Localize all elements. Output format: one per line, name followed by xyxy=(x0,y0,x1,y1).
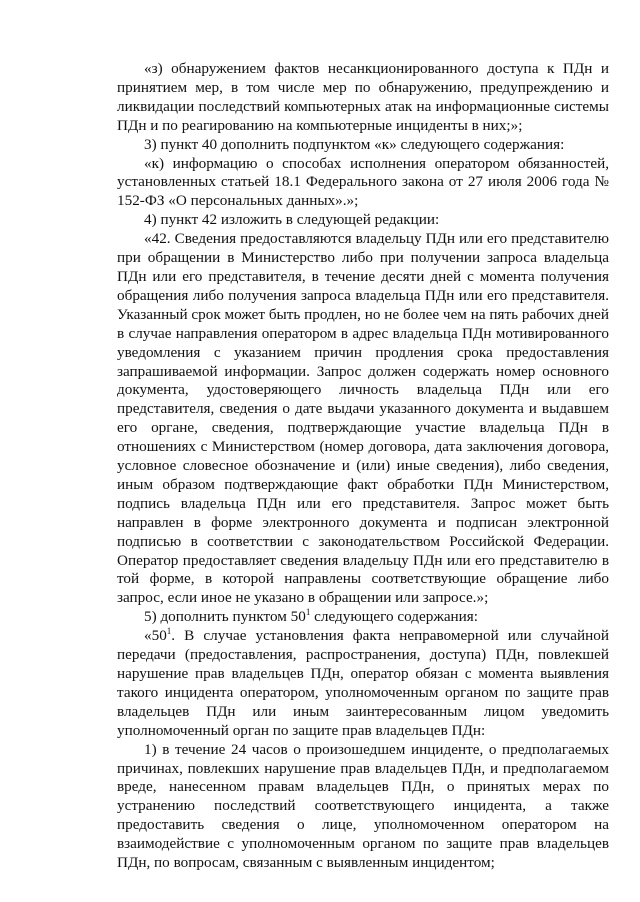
paragraph-50-1-text: . В случае установления факта неправомерной или случайной передачи (предоставления, распространения, доступа) ПДн, повлекшей нарушение прав владельцев ПДн, оператор обязан с момента выявления такого инцидента оператором, уполномоченным органом по защите прав владельцев ПДн или иным заинтересованным лицом уведомить уполномоченный орган по защите прав владельцев ПДн: xyxy=(117,627,609,739)
paragraph-item-50-1 xyxy=(117,627,609,740)
paragraph-5-tail: следующего содержания: xyxy=(310,608,479,626)
paragraph-item-42: «42. Сведения предоставляются владельцу ПДн или его представителю при обращении в Министерство либо при получении запроса владельца ПДн или его представителя, в течение десяти дней с момента получения обращения либо получения запроса владельца ПДн или его представителя. Указанный срок может быть продлен, но не более чем на пять рабочих дней в случае направления оператором в адрес владельца ПДн мотивированного уведомления с указанием причин продления срока предоставления запрашиваемой информации. Запрос должен содержать номер основного документа, удостоверяющего личность владельца ПДн или его представителя, сведения о дате выдачи указанного документа и выдавшем его органе, сведения, подтверждающие участие владельца ПДн в отношениях с Министерством (номер договора, дата заключения договора, условное словесное обозначение и (или) иные сведения), либо сведения, иным образом подтверждающие факт обработки ПДн Министерством, подпись владельца ПДн или его представителя. Запрос может быть направлен в форме электронного документа и подписан электронной подписью в соответствии с законодательством Российской Федерации. Оператор предоставляет сведения владельцу ПДн или его представителю в той форме, в которой направлены соответствующие обращение либо запрос, если иное не указано в обращении или запросе.»; xyxy=(117,230,609,607)
paragraph-item-z: «з) обнаружением фактов несанкционированного доступа к ПДн и принятием мер, в том числе мер по обнаружению, предупреждению и ликвидации последствий компьютерных атак на информационные системы ПДн и по реагированию на компьютерные инциденты в них;»; xyxy=(117,60,609,134)
paragraph-item-k: «к) информацию о способах исполнения оператором обязанностей, установленных статьей 18.1 Федерального закона от 27 июля 2006 года № 152-ФЗ «О персональных данных».»; xyxy=(117,154,609,210)
document-body xyxy=(117,60,609,873)
paragraph-50-1-number: «50 xyxy=(144,627,167,645)
superscript-1: 1 xyxy=(305,607,311,618)
paragraph-item-4: 4) пункт 42 изложить в следующей редакции: xyxy=(144,211,440,229)
paragraph-item-3: 3) пункт 40 дополнить подпунктом «к» следующего содержания: xyxy=(144,135,565,153)
superscript-1: 1 xyxy=(166,626,172,637)
paragraph-5-text: 5) дополнить пунктом 50 xyxy=(144,608,306,626)
paragraph-item-1: 1) в течение 24 часов о произошедшем инциденте, о предполагаемых причинах, повлекших нарушение прав владельцев ПДн, и предполагаемом вреде, нанесенном правам владельцев ПДн, о принятых мерах по устранению последствий соответствующего инцидента, а также предоставить сведения о лице, уполномоченном оператором на взаимодействие с уполномоченным органом по защите прав владельцев ПДн, по вопросам, связанным с выявленным инцидентом; xyxy=(117,740,609,872)
paragraph-item-5 xyxy=(117,608,609,627)
